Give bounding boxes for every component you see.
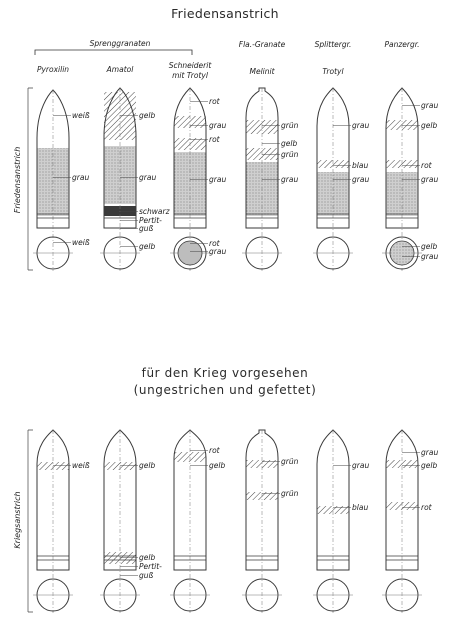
label-top-1-5: gelb	[139, 242, 156, 251]
label-top-0-2: weiß	[72, 238, 90, 247]
header-amatol: Amatol	[106, 65, 134, 74]
label-bottom-3-1: grün	[281, 489, 299, 498]
shell-bottom-4	[313, 430, 353, 613]
label-top-0-1: grau	[72, 173, 90, 182]
base-inner-fill	[390, 241, 414, 265]
header-schneiderit: Schneiderit	[168, 61, 212, 70]
label-top-2-5: grau	[209, 247, 227, 256]
side-label-friedensanstrich: Friedensanstrich	[13, 146, 22, 214]
label-top-2-2: rot	[209, 135, 220, 144]
label-top-4-0: grau	[352, 121, 370, 130]
label-top-3-1: gelb	[281, 139, 298, 148]
label-top-1-3: Pertit-	[139, 216, 162, 225]
shell-top-0	[33, 90, 73, 271]
label-top-2-0: rot	[209, 97, 220, 106]
label-top-4-1: blau	[352, 161, 369, 170]
shell-bottom-1	[100, 430, 140, 613]
title-peacetime: Friedensanstrich	[171, 6, 279, 21]
label-top-2-1: grau	[209, 121, 227, 130]
label-bottom-0-0: weiß	[72, 461, 90, 470]
title-wartime-line2: (ungestrichen und gefettet)	[133, 383, 317, 397]
header-trotyl: Trotyl	[322, 67, 344, 76]
label-bottom-1-2: Pertit-	[139, 562, 162, 571]
label-top-3-2: grün	[281, 150, 299, 159]
label-bottom-3-0: grün	[281, 457, 299, 466]
label-bottom-5-1: gelb	[421, 461, 438, 470]
label-top-0-0: weiß	[72, 111, 90, 120]
label-top-5-2: rot	[421, 161, 432, 170]
header-splittergr: Splittergr.	[314, 40, 352, 49]
header-fla-granate: Fla.-Granate	[238, 40, 286, 49]
label-bottom-2-1: gelb	[209, 461, 226, 470]
base-inner-fill	[178, 241, 202, 265]
label-top-5-3: grau	[421, 175, 439, 184]
header-melinit: Melinit	[249, 67, 275, 76]
header-panzergr: Panzergr.	[384, 40, 420, 49]
label-top-1-4: guß	[139, 224, 154, 233]
label-top-2-4: rot	[209, 239, 220, 248]
shell-bottom-3	[242, 430, 282, 613]
label-top-3-0: grün	[281, 121, 299, 130]
shell-bottom-5	[382, 430, 422, 613]
label-bottom-4-1: blau	[352, 503, 369, 512]
label-top-1-0: gelb	[139, 111, 156, 120]
header-schneiderit-sub: mit Trotyl	[172, 71, 208, 80]
group-bracket	[35, 50, 192, 55]
label-top-5-4: gelb	[421, 242, 438, 251]
bracket-top	[28, 88, 33, 270]
header-pyroxilin: Pyroxilin	[36, 65, 70, 74]
side-label-kriegsanstrich: Kriegsanstrich	[13, 491, 22, 549]
label-top-5-0: grau	[421, 101, 439, 110]
label-top-5-1: gelb	[421, 121, 438, 130]
label-top-4-2: grau	[352, 175, 370, 184]
label-bottom-1-3: guß	[139, 571, 154, 580]
label-bottom-2-0: rot	[209, 446, 220, 455]
bracket-bottom	[28, 430, 33, 612]
group-header-sprenggranaten: Sprenggranaten	[89, 39, 151, 48]
label-top-3-3: grau	[281, 175, 299, 184]
shell-bottom-0	[33, 430, 73, 613]
label-bottom-1-1: gelb	[139, 553, 156, 562]
label-top-1-1: grau	[139, 173, 157, 182]
shell-bottom-2	[170, 430, 210, 613]
label-bottom-4-0: grau	[352, 461, 370, 470]
label-top-1-2: schwarz	[139, 207, 170, 216]
label-bottom-1-0: gelb	[139, 461, 156, 470]
label-bottom-5-0: grau	[421, 448, 439, 457]
title-wartime-line1: für den Krieg vorgesehen	[141, 366, 309, 380]
label-top-2-3: grau	[209, 175, 227, 184]
label-bottom-5-2: rot	[421, 503, 432, 512]
label-top-5-5: grau	[421, 252, 439, 261]
